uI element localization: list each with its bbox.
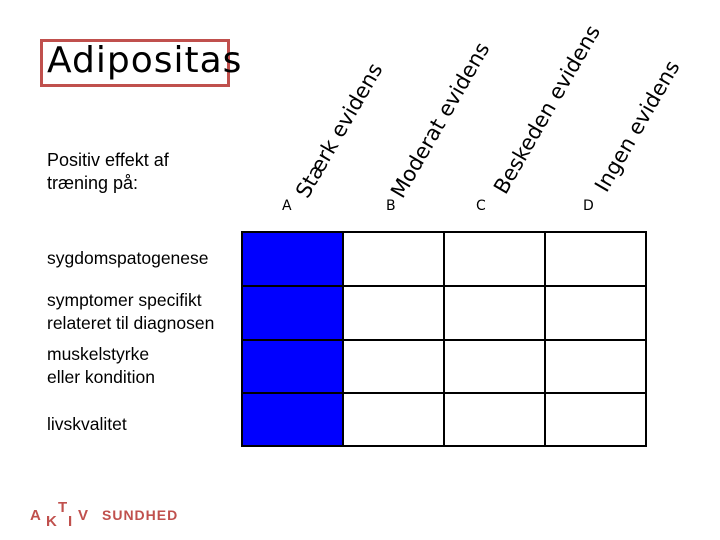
grid-cell [342, 339, 445, 394]
row-label-3-line-1: muskelstyrke [47, 344, 150, 364]
grid-cell [443, 392, 546, 447]
subtitle [47, 149, 169, 195]
grid-cell [241, 285, 344, 341]
svg-text:K: K [46, 513, 57, 528]
column-letter-b: B [386, 198, 396, 214]
row-label-1 [47, 247, 209, 270]
grid-cell [544, 231, 647, 287]
grid-cell [443, 339, 546, 394]
grid-cell [241, 231, 344, 287]
row-label-3 [47, 343, 155, 389]
grid-cell [342, 392, 445, 447]
column-header-b: Moderat evidens [386, 38, 495, 202]
grid-cell [443, 285, 546, 341]
grid-cell [241, 339, 344, 394]
grid-cell [342, 285, 445, 341]
svg-text:V: V [78, 507, 89, 524]
grid-cell [544, 285, 647, 341]
grid-cell [241, 392, 344, 447]
row-label-3-line-2: eller kondition [47, 367, 155, 387]
logo-graphic [30, 498, 190, 528]
row-label-2-line-1: symptomer specifikt [47, 290, 202, 310]
grid-cell [544, 339, 647, 394]
column-header-a: Stærk evidens [291, 58, 388, 203]
svg-text:T: T [58, 499, 68, 516]
page-title: Adipositas [47, 40, 243, 81]
column-letter-a: A [282, 198, 292, 214]
subtitle-line-2: træning på: [47, 173, 139, 193]
svg-text:I: I [68, 513, 73, 528]
row-label-4 [47, 413, 127, 436]
svg-text:SUNDHED: SUNDHED [102, 507, 179, 523]
row-label-2 [47, 289, 214, 335]
grid-cell [342, 231, 445, 287]
grid-cell [544, 392, 647, 447]
column-header-c: Beskeden evidens [489, 20, 606, 198]
subtitle-line-1: Positiv effekt af [47, 150, 169, 170]
grid-cell [443, 231, 546, 287]
column-header-d: Ingen evidens [590, 56, 685, 196]
row-label-4-line-1: livskvalitet [47, 414, 127, 434]
aktiv-sundhed-logo [30, 498, 190, 528]
row-label-1-line-1: sygdomspatogenese [47, 248, 209, 268]
svg-text:A: A [30, 507, 41, 524]
row-label-2-line-2: relateret til diagnosen [47, 313, 215, 333]
column-letter-d: D [583, 198, 594, 214]
column-letter-c: C [476, 198, 486, 214]
